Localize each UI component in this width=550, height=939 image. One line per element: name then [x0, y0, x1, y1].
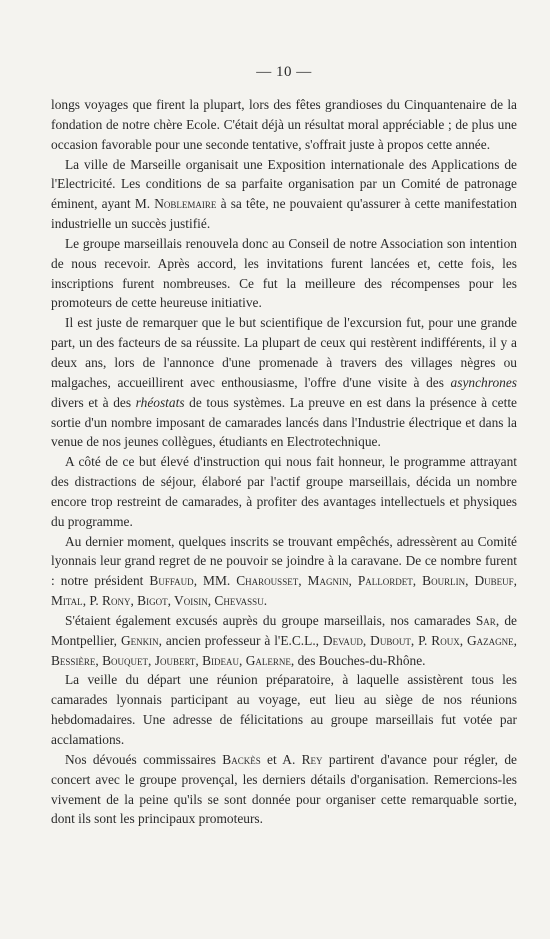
paragraph-text: A côté de ce but élevé d'instruction qui nous fait honneur, le programme attrayant des distractions de séjour, élaboré par l'actif groupe marseillais, décida un nombre encore trop restreint de camarades, à profiter des avantages intellectuels et physiques du programme.: [51, 454, 517, 529]
name-small-caps: Sar: [475, 612, 496, 628]
paragraph-text: , ancien professeur à l'E.C.L.,: [158, 632, 323, 648]
paragraph-text: longs voyages que firent la plupart, lors des fêtes grandioses du Cinquantenaire de la fondation de notre chère Ecole. C'était déjà un résultat moral appréciable ; de plus une occasion favorable pour une seconde tentative, s'offrait juste à propos cette année.: [51, 97, 517, 152]
paragraph: [51, 611, 517, 671]
page-number: — 10 —: [256, 64, 312, 80]
paragraph-text: de tous systèmes. La preuve en est dans la présence à cette sortie d'un nombre imposant de camarades lancés dans l'Industrie électrique et dans la venue de nos jeunes collègues, étudiants en Electrotechnique.: [51, 394, 517, 450]
paragraph: [51, 750, 517, 829]
emphasis-text: asynchrones: [450, 374, 517, 390]
document-page: [51, 62, 517, 829]
paragraph: [51, 532, 517, 611]
paragraph: [51, 313, 517, 452]
paragraph-text: Au dernier moment, quelques inscrits se trouvant empêchés, adressèrent au Comité lyonnais leur grand regret de ne pouvoir se joindre à la caravane. De ce nombre furent : notre président: [51, 533, 517, 589]
paragraph-text: La ville de Marseille organisait une Exposition internationale des Applications de l'Electricité. Les conditions de sa parfaite organisation par un Comité de patronage éminent, ayant M.: [51, 156, 517, 212]
paragraph-text: , P.: [82, 593, 103, 609]
name-small-caps: Roux, Gazagne, Bessière, Bouquet, Joubert, Bideau, Galerne: [51, 632, 517, 668]
paragraph: [51, 155, 517, 234]
paragraph-text: , P.: [410, 632, 432, 648]
paragraph: [51, 670, 517, 749]
name-small-caps: Noblemaire: [154, 196, 217, 212]
paragraph-text: à sa tête, ne pouvaient qu'assurer à cette manifestation industrielle un succès justifié.: [51, 196, 517, 232]
name-small-caps: Genkin: [120, 632, 159, 648]
paragraph-text: La veille du départ une réunion préparatoire, à laquelle assistèrent tous les camarades lyonnais participant au voyage, eut lieu au siège de nos réunions hebdomadaires. Une adresse de félicitations au groupe marseillais fut votée par acclamations.: [51, 672, 517, 747]
paragraph-text: Nos dévoués commissaires: [65, 751, 223, 767]
name-small-caps: Rey: [301, 751, 323, 767]
paragraph-text: partirent d'avance pour régler, de concert avec le groupe provençal, les derniers détails d'organisation. Remercions-les vivement de la peine qu'ils se sont donnée pour organiser cette remarquable sortie, dont ils sont les principaux promoteurs.: [51, 751, 517, 827]
paragraph-text: Le groupe marseillais renouvela donc au Conseil de notre Association son intention de nous recevoir. Après accord, les invitations furent lancées et, cette fois, les inscriptions furent nombreuses. Ce fut la meilleure des récompenses pour les promoteurs de cette heureuse initiative.: [51, 235, 517, 311]
name-small-caps: Devaud, Dubout: [322, 632, 411, 648]
paragraph-text: , MM.: [193, 573, 237, 589]
paragraph-text: S'étaient également excusés auprès du groupe marseillais, nos camarades: [65, 612, 476, 628]
paragraph: [51, 234, 517, 313]
paragraph-text: , de Montpellier,: [51, 612, 517, 648]
paragraph-text: divers et à des: [51, 394, 136, 410]
paragraph-text: .: [263, 593, 268, 609]
name-small-caps: Rony, Bigot, Voisin, Chevassu: [102, 593, 264, 609]
name-small-caps: Backès: [222, 751, 261, 767]
paragraph-text: , des Bouches-du-Rhône.: [290, 652, 426, 668]
emphasis-text: rhéostats: [135, 394, 185, 410]
body-text: [51, 95, 517, 829]
paragraph-text: et A.: [260, 751, 302, 767]
paragraph-text: Il est juste de remarquer que le but scientifique de l'excursion fut, pour une grande part, un des facteurs de sa réussite. La plupart de ceux qui restèrent indifférents, il y a deux ans, lors de l'annonce d'une promenade à travers des villages nègres ou malgaches, accueillirent avec enthousiasme, l'offre d'une visite à des: [51, 315, 517, 390]
name-small-caps: Charousset, Magnin, Pallordet, Bourlin, Dubeuf, Mital: [51, 573, 517, 609]
name-small-caps: Buffaud: [149, 573, 194, 589]
paragraph: [51, 452, 517, 531]
paragraph: [51, 95, 517, 155]
